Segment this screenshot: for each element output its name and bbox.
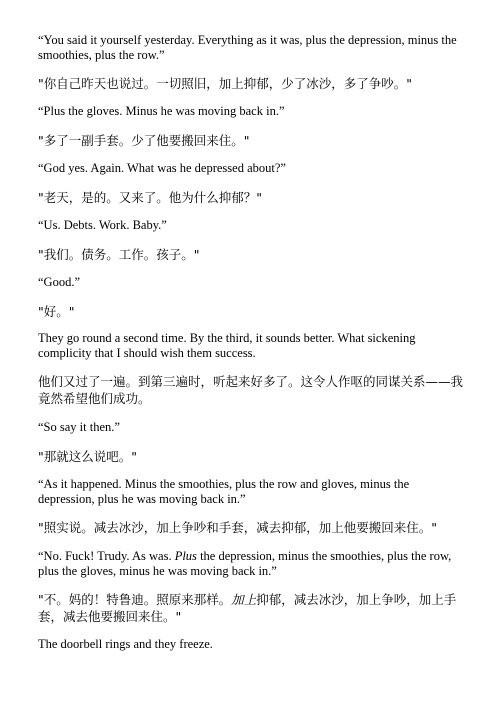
paragraph-emphasis: 加上 xyxy=(231,592,257,607)
paragraph-zh xyxy=(38,448,468,465)
paragraph-zh xyxy=(38,132,468,149)
paragraph-text: the depression, minus the smoothies, plus the row, plus the gloves, minus he was moving back in.” xyxy=(38,549,452,578)
paragraph-en xyxy=(38,331,468,361)
paragraph-text: “Good.” xyxy=(38,275,80,289)
document-page xyxy=(38,33,468,652)
paragraph-text: “As it happened. Minus the smoothies, plus the row and gloves, minus the depression, plus he was moving back in.” xyxy=(38,477,410,506)
paragraph-zh xyxy=(38,591,468,625)
paragraph-zh xyxy=(38,303,468,320)
paragraph-text: "那就这么说吧。" xyxy=(38,449,137,464)
paragraph-zh xyxy=(38,519,468,536)
paragraph-text: "照实说。减去冰沙，加上争吵和手套，减去抑郁，加上他要搬回来住。" xyxy=(38,520,438,535)
paragraph-en xyxy=(38,637,468,652)
paragraph-text: They go round a second time. By the third, it sounds better. What sickening complicity that I should wish them success. xyxy=(38,331,416,360)
paragraph-en xyxy=(38,161,468,176)
paragraph-text: 抑郁，减去冰沙，加上争吵，加上手套，减去他要搬回来住。" xyxy=(38,592,457,624)
paragraph-text: "不。妈的！特鲁迪。照原来那样。 xyxy=(38,592,232,607)
paragraph-text: “Us. Debts. Work. Baby.” xyxy=(38,218,167,232)
paragraph-en xyxy=(38,420,468,435)
paragraph-text: "好。" xyxy=(38,304,75,319)
paragraph-en xyxy=(38,33,468,63)
paragraph-zh xyxy=(38,189,468,206)
paragraph-text: “Plus the gloves. Minus he was moving back in.” xyxy=(38,104,285,118)
paragraph-text: "我们。债务。工作。孩子。" xyxy=(38,247,200,262)
paragraph-text: "你自己昨天也说过。一切照旧，加上抑郁，少了冰沙，多了争吵。" xyxy=(38,76,413,91)
paragraph-emphasis: Plus xyxy=(174,549,197,563)
paragraph-text: “No. Fuck! Trudy. As was. xyxy=(38,549,175,563)
paragraph-text: “So say it then.” xyxy=(38,420,120,434)
paragraph-zh xyxy=(38,75,468,92)
paragraph-en xyxy=(38,275,468,290)
paragraph-text: 他们又过了一遍。到第三遍时，听起来好多了。这令人作呕的同谋关系——我竟然希望他们成功。 xyxy=(38,374,464,406)
paragraph-text: “God yes. Again. What was he depressed about?” xyxy=(38,161,286,175)
paragraph-en xyxy=(38,477,468,507)
paragraph-en xyxy=(38,104,468,119)
paragraph-en xyxy=(38,549,468,579)
paragraph-en xyxy=(38,218,468,233)
paragraph-text: “You said it yourself yesterday. Everything as it was, plus the depression, minus the smoothies, plus the row.” xyxy=(38,33,457,62)
paragraph-text: "老天，是的。又来了。他为什么抑郁？" xyxy=(38,190,262,205)
paragraph-text: The doorbell rings and they freeze. xyxy=(38,637,213,651)
paragraph-zh xyxy=(38,246,468,263)
paragraph-zh xyxy=(38,373,468,407)
paragraph-text: "多了一副手套。少了他要搬回来住。" xyxy=(38,133,250,148)
